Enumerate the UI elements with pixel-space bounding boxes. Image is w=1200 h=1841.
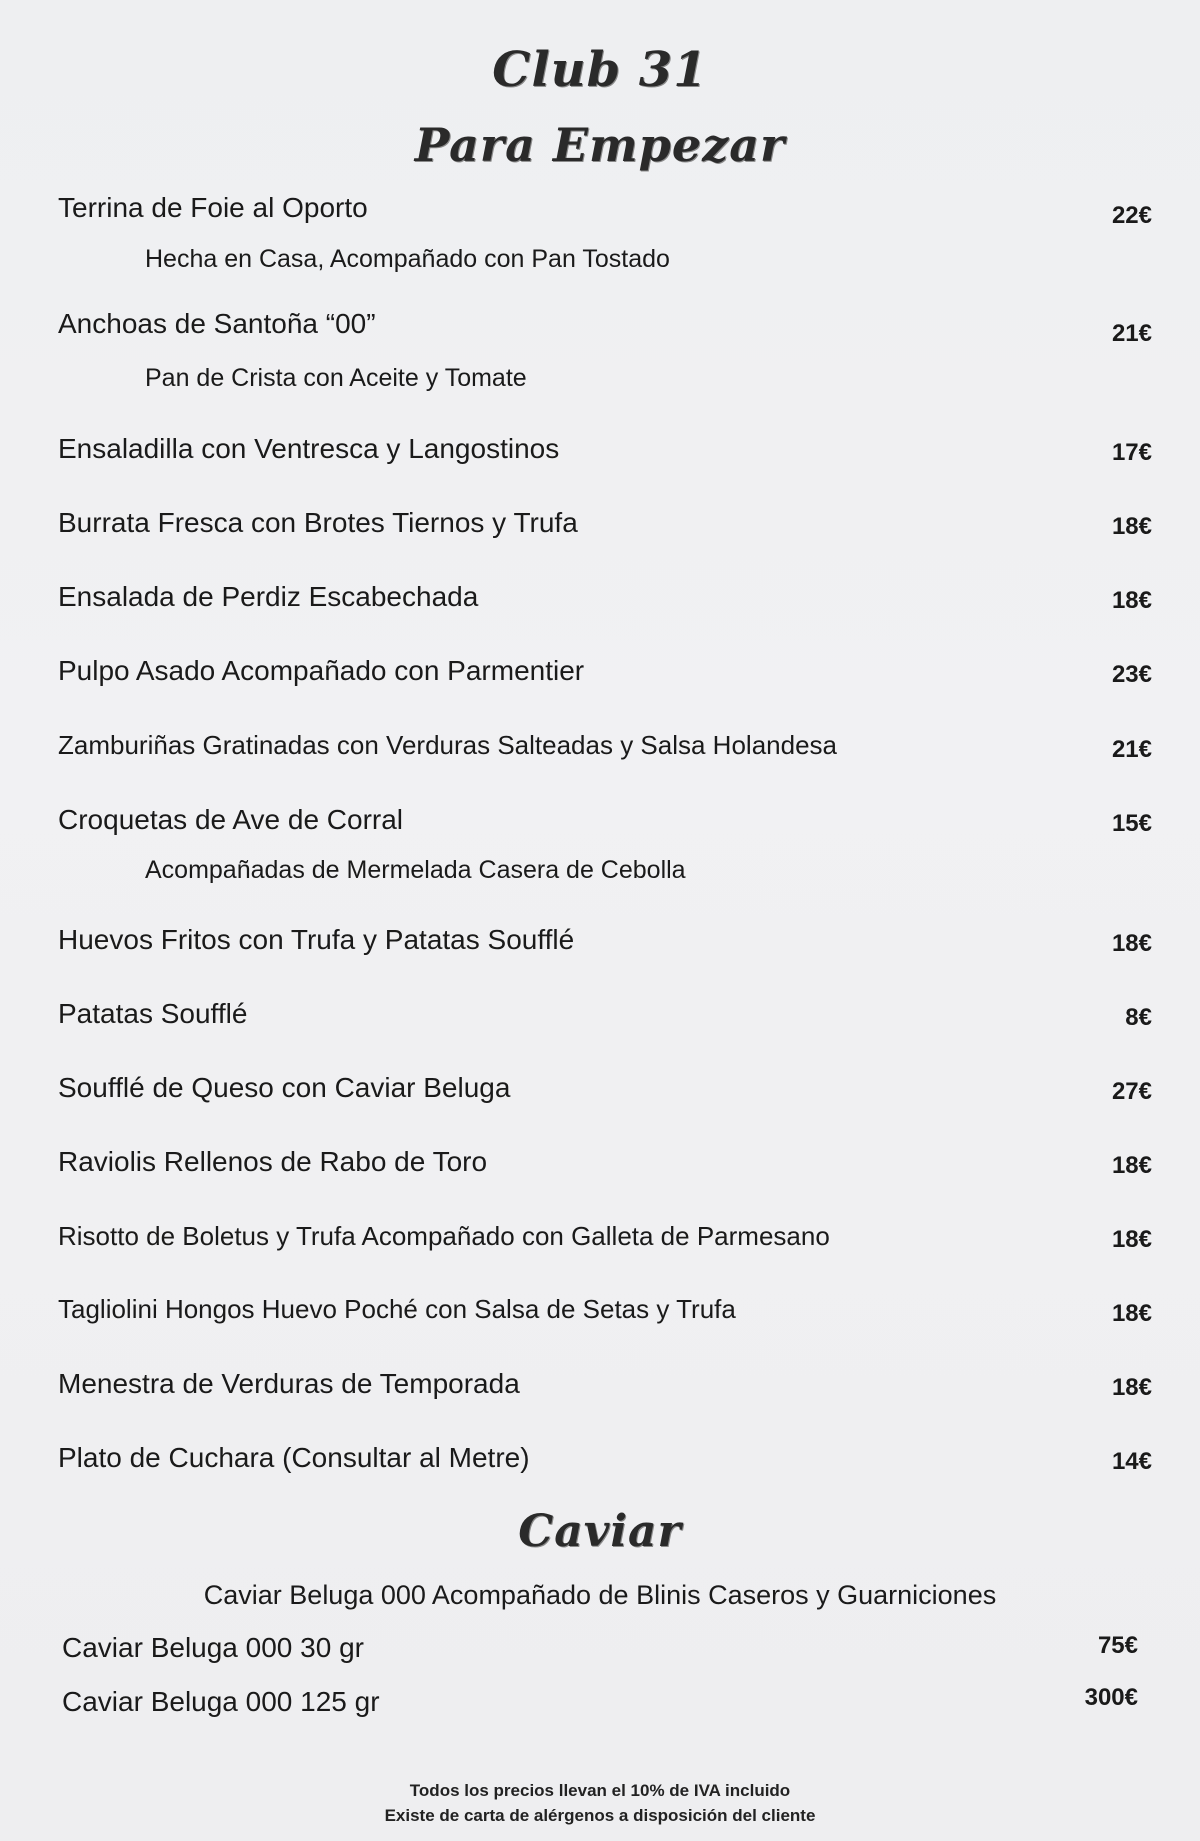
dish-price: 23€ [1111,661,1152,688]
dish-price: 18€ [1111,1300,1152,1327]
section-title-caviar: Caviar [518,1506,682,1557]
dish-description: Acompañadas de Mermelada Casera de Cebolla [145,856,686,884]
dish-name: Burrata Fresca con Brotes Tiernos y Trufa [58,507,578,538]
dish-description: Hecha en Casa, Acompañado con Pan Tostado [145,245,670,273]
dish-price: 15€ [1111,810,1152,837]
dish-name: Croquetas de Ave de Corral [58,804,404,835]
dish-price: 18€ [1111,1152,1152,1179]
dish-name: Terrina de Foie al Oporto [58,192,368,223]
caviar-item-name: Caviar Beluga 000 30 gr [62,1632,364,1663]
dish-name: Risotto de Boletus y Trufa Acompañado con Galleta de Parmesano [58,1221,830,1251]
dish-name: Ensalada de Perdiz Escabechada [58,581,479,612]
dish-price: 18€ [1111,1374,1152,1401]
caviar-intro: Caviar Beluga 000 Acompañado de Blinis Caseros y Guarniciones [203,1580,997,1610]
dish-name: Soufflé de Queso con Caviar Beluga [58,1072,511,1103]
dish-price: 22€ [1111,202,1152,229]
dish-price: 17€ [1111,439,1152,466]
dish-price: 18€ [1111,513,1152,540]
dish-name: Tagliolini Hongos Huevo Poché con Salsa de Setas y Trufa [58,1294,736,1324]
dish-name: Zamburiñas Gratinadas con Verduras Salteadas y Salsa Holandesa [58,730,837,760]
caviar-item-price: 300€ [1084,1684,1138,1711]
dish-name: Patatas Soufflé [58,998,248,1029]
caviar-item-price: 75€ [1097,1632,1138,1659]
dish-price: 18€ [1111,1226,1152,1253]
dish-name: Menestra de Verduras de Temporada [58,1368,520,1399]
vat-note: Todos los precios llevan el 10% de IVA incluido [409,1781,791,1800]
dish-name: Anchoas de Santoña “00” [58,308,376,339]
dish-price: 14€ [1111,1448,1152,1475]
dish-name: Huevos Fritos con Trufa y Patatas Soufflé [58,924,575,955]
dish-price: 18€ [1111,587,1152,614]
dish-description: Pan de Crista con Aceite y Tomate [145,364,527,392]
allergen-note: Existe de carta de alérgenos a disposición del cliente [384,1806,816,1825]
restaurant-name: Club 31 [492,42,708,98]
dish-price: 18€ [1111,930,1152,957]
dish-name: Plato de Cuchara (Consultar al Metre) [58,1442,530,1473]
dish-price: 8€ [1125,1004,1152,1031]
dish-name: Raviolis Rellenos de Rabo de Toro [58,1146,488,1177]
caviar-item-name: Caviar Beluga 000 125 gr [62,1686,380,1717]
section-title-starters: Para Empezar [414,118,786,172]
dish-price: 27€ [1111,1078,1152,1105]
dish-name: Pulpo Asado Acompañado con Parmentier [58,655,585,686]
dish-price: 21€ [1111,320,1152,347]
dish-name: Ensaladilla con Ventresca y Langostinos [58,433,560,464]
dish-price: 21€ [1111,736,1152,763]
